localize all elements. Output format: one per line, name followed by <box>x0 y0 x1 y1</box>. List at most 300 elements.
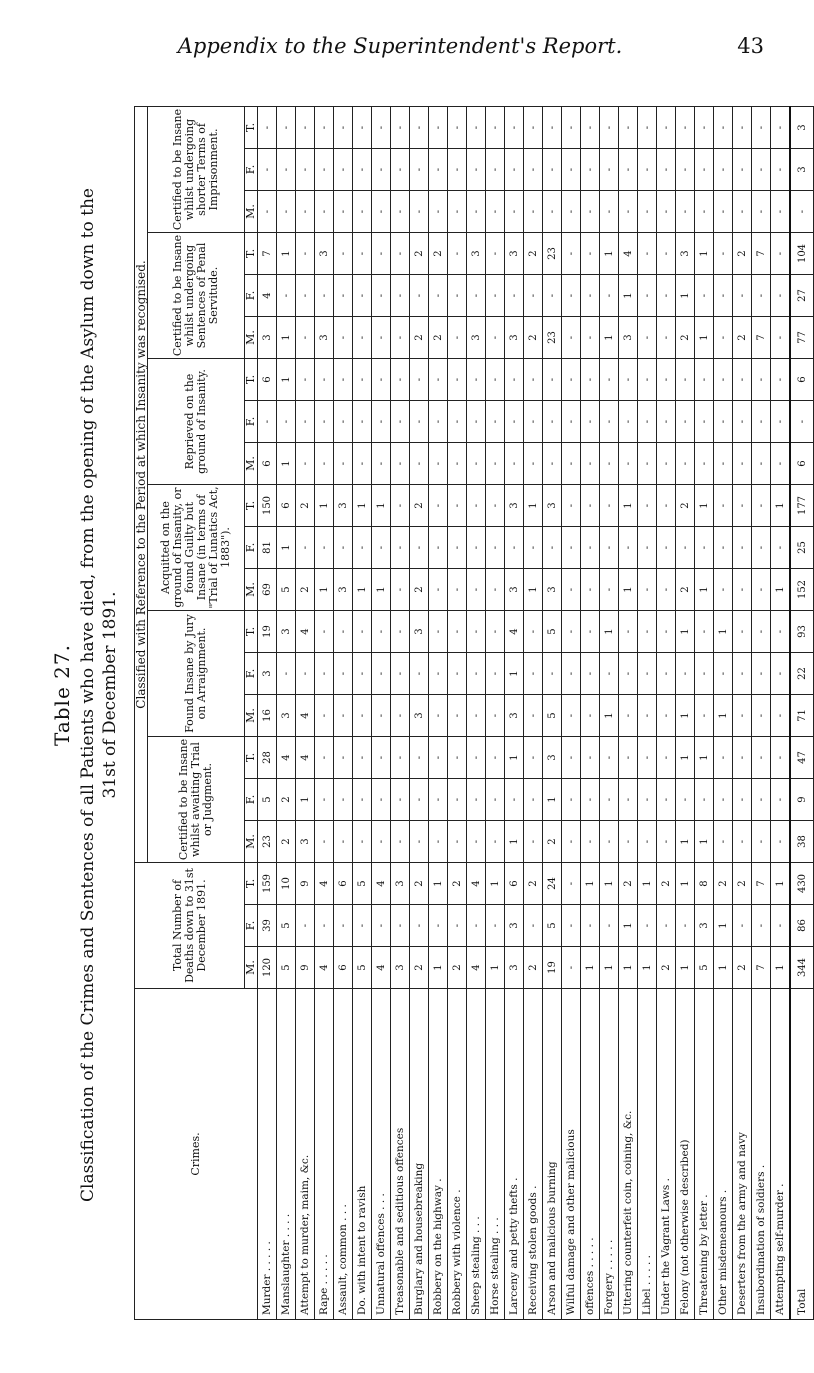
count-cell: - <box>429 107 448 149</box>
count-cell: - <box>258 401 277 443</box>
count-cell: 2 <box>296 569 315 611</box>
count-cell: - <box>562 443 581 485</box>
count-cell: - <box>695 527 714 569</box>
count-cell: - <box>562 737 581 779</box>
count-cell: - <box>315 401 334 443</box>
total-deaths-header: Total Number of Deaths down to 31st December 1891. <box>135 863 245 989</box>
count-cell: - <box>581 821 600 863</box>
count-cell: - <box>562 191 581 233</box>
count-cell: 3 <box>505 569 524 611</box>
count-cell: - <box>771 905 791 947</box>
count-cell: - <box>657 569 676 611</box>
count-cell: - <box>752 779 771 821</box>
count-cell: 5 <box>353 863 372 905</box>
count-cell: - <box>391 695 410 737</box>
count-cell: - <box>391 107 410 149</box>
count-cell: - <box>486 233 505 275</box>
count-cell: - <box>410 779 429 821</box>
total-label: Total <box>790 989 814 1320</box>
count-cell: - <box>695 401 714 443</box>
count-cell: - <box>524 611 543 653</box>
count-cell: - <box>296 443 315 485</box>
count-cell: - <box>467 149 486 191</box>
count-cell: 3 <box>315 317 334 359</box>
count-cell: 3 <box>258 317 277 359</box>
count-cell: - <box>505 359 524 401</box>
count-cell: - <box>752 653 771 695</box>
count-cell: - <box>372 905 391 947</box>
count-cell: - <box>486 905 505 947</box>
count-cell: - <box>448 191 467 233</box>
count-cell: 2 <box>543 821 562 863</box>
count-cell: - <box>429 191 448 233</box>
count-cell: 1 <box>619 485 638 527</box>
count-cell: - <box>277 149 296 191</box>
count-cell: - <box>353 401 372 443</box>
count-cell: 1 <box>505 653 524 695</box>
count-cell: - <box>676 107 695 149</box>
count-cell: - <box>619 401 638 443</box>
count-cell: - <box>448 485 467 527</box>
count-cell: - <box>410 821 429 863</box>
count-cell: - <box>486 359 505 401</box>
count-cell: 5 <box>543 905 562 947</box>
count-cell: - <box>771 107 791 149</box>
count-cell: 150 <box>258 485 277 527</box>
count-cell: - <box>258 107 277 149</box>
count-cell: - <box>486 443 505 485</box>
count-cell: 5 <box>695 947 714 989</box>
count-cell: - <box>562 107 581 149</box>
count-cell: - <box>581 905 600 947</box>
count-cell: - <box>657 695 676 737</box>
count-cell: 3 <box>505 485 524 527</box>
count-cell: 2 <box>657 947 676 989</box>
count-cell: - <box>505 191 524 233</box>
count-cell: - <box>600 905 619 947</box>
count-cell: - <box>429 443 448 485</box>
count-cell: - <box>334 317 353 359</box>
count-cell: - <box>448 821 467 863</box>
count-cell: - <box>714 653 733 695</box>
count-cell: 1 <box>600 317 619 359</box>
count-cell: - <box>258 191 277 233</box>
count-cell: 4 <box>505 611 524 653</box>
table-row <box>771 107 791 1320</box>
count-cell: 1 <box>429 863 448 905</box>
count-cell: - <box>752 569 771 611</box>
count-cell: 1 <box>353 485 372 527</box>
count-cell: 1 <box>600 233 619 275</box>
crime-name: Uttering counterfeit coin, coining, &c. <box>619 989 638 1320</box>
count-cell: 2 <box>676 485 695 527</box>
count-cell: 1 <box>714 695 733 737</box>
count-cell: 1 <box>771 569 791 611</box>
count-cell: - <box>448 905 467 947</box>
count-cell: - <box>467 905 486 947</box>
count-cell: - <box>429 485 448 527</box>
count-cell: 2 <box>410 863 429 905</box>
count-cell: - <box>315 779 334 821</box>
count-cell: - <box>410 275 429 317</box>
count-cell: - <box>581 149 600 191</box>
count-cell: - <box>562 149 581 191</box>
count-cell: - <box>315 359 334 401</box>
count-cell: 19 <box>543 947 562 989</box>
count-cell: - <box>600 149 619 191</box>
count-cell: 430 <box>790 863 814 905</box>
count-cell: - <box>638 905 657 947</box>
count-cell: 1 <box>676 947 695 989</box>
count-cell: 1 <box>353 569 372 611</box>
count-cell: - <box>562 485 581 527</box>
count-cell: - <box>733 905 752 947</box>
count-cell: - <box>524 107 543 149</box>
count-cell: 3 <box>467 233 486 275</box>
count-cell: 1 <box>277 443 296 485</box>
count-cell: 2 <box>429 233 448 275</box>
count-cell: - <box>619 359 638 401</box>
count-cell: - <box>315 611 334 653</box>
count-cell: - <box>638 779 657 821</box>
count-cell: 2 <box>733 317 752 359</box>
count-cell: 27 <box>790 275 814 317</box>
count-cell: 3 <box>296 821 315 863</box>
count-cell: - <box>505 527 524 569</box>
count-cell: - <box>619 611 638 653</box>
count-cell: - <box>429 779 448 821</box>
count-cell: - <box>771 527 791 569</box>
count-cell: - <box>505 275 524 317</box>
count-cell: - <box>600 779 619 821</box>
running-title: Appendix to the Superintendent's Report. <box>177 34 623 58</box>
count-cell: - <box>467 443 486 485</box>
count-cell: - <box>334 737 353 779</box>
count-cell: - <box>410 401 429 443</box>
count-cell: - <box>486 401 505 443</box>
count-cell: - <box>676 905 695 947</box>
count-cell: 1 <box>695 821 714 863</box>
count-cell: 1 <box>600 695 619 737</box>
count-cell: 8 <box>695 863 714 905</box>
count-cell: - <box>619 821 638 863</box>
count-cell: - <box>790 191 814 233</box>
count-cell: - <box>733 401 752 443</box>
count-cell: - <box>638 569 657 611</box>
count-cell: - <box>752 191 771 233</box>
count-cell: - <box>771 695 791 737</box>
count-cell: 3 <box>467 317 486 359</box>
count-cell: - <box>562 905 581 947</box>
count-cell: - <box>296 275 315 317</box>
count-cell: - <box>733 695 752 737</box>
count-cell: - <box>714 569 733 611</box>
count-cell: - <box>714 275 733 317</box>
count-cell: - <box>448 107 467 149</box>
count-cell: - <box>391 191 410 233</box>
count-cell: - <box>315 275 334 317</box>
count-cell: - <box>695 653 714 695</box>
sex-header-m: M. <box>245 821 258 863</box>
count-cell: - <box>714 107 733 149</box>
count-cell: 1 <box>695 737 714 779</box>
count-cell: - <box>676 359 695 401</box>
classified-header: Classified with Reference to the Period at which Insanity was recognised. <box>135 107 148 863</box>
count-cell: - <box>619 737 638 779</box>
count-cell: 1 <box>277 527 296 569</box>
count-cell: - <box>733 191 752 233</box>
count-cell: - <box>695 779 714 821</box>
count-cell: - <box>562 317 581 359</box>
count-cell: - <box>391 317 410 359</box>
count-cell: 7 <box>752 233 771 275</box>
count-cell: - <box>524 695 543 737</box>
sex-header-t: T. <box>245 485 258 527</box>
group-header-3: Acquitted on the ground of Insanity, or found Guilty but Insane (in terms of "Trial of Lunatics Act, 1883"). <box>148 485 245 611</box>
count-cell: - <box>448 275 467 317</box>
count-cell: - <box>676 653 695 695</box>
table-row <box>676 107 695 1320</box>
crime-name: Burglary and housebreaking <box>410 989 429 1320</box>
count-cell: - <box>391 821 410 863</box>
group-header-1: Certified to be Insane whilst awaiting Trial or Judgment. <box>148 737 245 863</box>
count-cell: - <box>334 359 353 401</box>
count-cell: - <box>467 275 486 317</box>
count-cell: - <box>296 107 315 149</box>
table-row <box>448 107 467 1320</box>
count-cell: 3 <box>505 947 524 989</box>
count-cell: 2 <box>410 233 429 275</box>
count-cell: - <box>638 107 657 149</box>
sex-header-m: M. <box>245 695 258 737</box>
count-cell: - <box>505 443 524 485</box>
count-cell: - <box>486 779 505 821</box>
sex-header-t: T. <box>245 863 258 905</box>
count-cell: 6 <box>258 443 277 485</box>
count-cell: - <box>638 653 657 695</box>
count-cell: - <box>752 611 771 653</box>
count-cell: 3 <box>505 317 524 359</box>
count-cell: 3 <box>543 737 562 779</box>
sex-header-t: T. <box>245 737 258 779</box>
count-cell: - <box>429 695 448 737</box>
group-header-5: Certified to be Insane whilst undergoing Sentences of Penal Servitude. <box>148 233 245 359</box>
count-cell: - <box>391 779 410 821</box>
count-cell: 5 <box>543 611 562 653</box>
table-row <box>638 107 657 1320</box>
count-cell: - <box>353 275 372 317</box>
crime-name: Unnatural offences . . . <box>372 989 391 1320</box>
count-cell: - <box>353 905 372 947</box>
count-cell: - <box>467 107 486 149</box>
crime-name: Horse stealing . . . <box>486 989 505 1320</box>
count-cell: - <box>600 737 619 779</box>
count-cell: 1 <box>619 947 638 989</box>
count-cell: - <box>372 401 391 443</box>
count-cell: 2 <box>524 317 543 359</box>
count-cell: 39 <box>258 905 277 947</box>
count-cell: - <box>733 611 752 653</box>
count-cell: - <box>581 737 600 779</box>
count-cell: - <box>657 779 676 821</box>
count-cell: - <box>600 401 619 443</box>
count-cell: - <box>581 233 600 275</box>
count-cell: 4 <box>315 863 334 905</box>
count-cell: 1 <box>638 947 657 989</box>
count-cell: 4 <box>277 737 296 779</box>
count-cell: - <box>391 401 410 443</box>
count-cell: - <box>562 779 581 821</box>
count-cell: - <box>410 527 429 569</box>
count-cell: - <box>315 107 334 149</box>
count-cell: 3 <box>695 905 714 947</box>
count-cell: - <box>448 233 467 275</box>
sex-header-f: F. <box>245 401 258 443</box>
count-cell: 1 <box>714 905 733 947</box>
crime-name: Assault, common . . . <box>334 989 353 1320</box>
count-cell: - <box>752 905 771 947</box>
count-cell: - <box>277 653 296 695</box>
count-cell: 1 <box>600 863 619 905</box>
count-cell: - <box>600 821 619 863</box>
table-row <box>334 107 353 1320</box>
count-cell: 6 <box>277 485 296 527</box>
count-cell: 81 <box>258 527 277 569</box>
count-cell: - <box>695 359 714 401</box>
count-cell: 5 <box>258 779 277 821</box>
count-cell: 1 <box>771 485 791 527</box>
count-cell: 5 <box>277 947 296 989</box>
count-cell: - <box>429 737 448 779</box>
count-cell: - <box>771 653 791 695</box>
count-cell: - <box>714 443 733 485</box>
count-cell: 2 <box>429 317 448 359</box>
count-cell: 2 <box>410 485 429 527</box>
count-cell: 1 <box>505 821 524 863</box>
count-cell: - <box>733 527 752 569</box>
count-cell: - <box>372 107 391 149</box>
count-cell: - <box>296 527 315 569</box>
count-cell: 6 <box>334 947 353 989</box>
count-cell: - <box>638 359 657 401</box>
count-cell: - <box>752 695 771 737</box>
count-cell: - <box>448 569 467 611</box>
count-cell: 5 <box>543 695 562 737</box>
count-cell: - <box>771 359 791 401</box>
table-row <box>524 107 543 1320</box>
table-row <box>486 107 505 1320</box>
count-cell: 2 <box>714 863 733 905</box>
count-cell: - <box>486 569 505 611</box>
count-cell: 23 <box>543 233 562 275</box>
count-cell: 1 <box>771 947 791 989</box>
count-cell: - <box>543 275 562 317</box>
sex-header-m: M. <box>245 191 258 233</box>
table-row <box>752 107 771 1320</box>
count-cell: 120 <box>258 947 277 989</box>
crime-name: Murder . . . . . <box>258 989 277 1320</box>
count-cell: - <box>790 401 814 443</box>
count-cell: - <box>752 485 771 527</box>
table-row <box>372 107 391 1320</box>
count-cell: - <box>315 737 334 779</box>
sex-header-f: F. <box>245 149 258 191</box>
count-cell: - <box>562 401 581 443</box>
crime-name: Under the Vagrant Laws . <box>657 989 676 1320</box>
count-cell: 7 <box>752 863 771 905</box>
table-subtitle: Classification of the Crimes and Sentences of all Patients who have died, from the opening of the Asylum down to the <box>78 188 98 1202</box>
total-row <box>790 107 814 1320</box>
count-cell: 16 <box>258 695 277 737</box>
table-row <box>562 107 581 1320</box>
count-cell: - <box>277 107 296 149</box>
count-cell: - <box>467 695 486 737</box>
count-cell: - <box>467 191 486 233</box>
table-title: Table 27. <box>50 644 74 746</box>
count-cell: 2 <box>676 317 695 359</box>
count-cell: - <box>372 317 391 359</box>
count-cell: - <box>391 737 410 779</box>
count-cell: - <box>543 443 562 485</box>
count-cell: - <box>714 779 733 821</box>
count-cell: 1 <box>581 863 600 905</box>
count-cell: 1 <box>486 863 505 905</box>
count-cell: 1 <box>429 947 448 989</box>
count-cell: - <box>353 527 372 569</box>
count-cell: - <box>353 149 372 191</box>
count-cell: - <box>752 275 771 317</box>
count-cell: 71 <box>790 695 814 737</box>
count-cell: - <box>334 149 353 191</box>
count-cell: - <box>372 821 391 863</box>
count-cell: - <box>714 233 733 275</box>
count-cell: 7 <box>752 317 771 359</box>
count-cell: - <box>315 527 334 569</box>
count-cell: - <box>752 149 771 191</box>
count-cell: - <box>429 149 448 191</box>
count-cell: 4 <box>296 695 315 737</box>
count-cell: - <box>410 149 429 191</box>
count-cell: - <box>600 275 619 317</box>
count-cell: 9 <box>296 863 315 905</box>
count-cell: - <box>619 695 638 737</box>
count-cell: - <box>581 191 600 233</box>
count-cell: - <box>733 569 752 611</box>
count-cell: 2 <box>524 863 543 905</box>
count-cell: - <box>676 527 695 569</box>
count-cell: - <box>581 275 600 317</box>
table-row <box>353 107 372 1320</box>
count-cell: - <box>448 401 467 443</box>
count-cell: - <box>752 359 771 401</box>
count-cell: - <box>771 233 791 275</box>
sex-header-f: F. <box>245 653 258 695</box>
count-cell: - <box>733 443 752 485</box>
page-number: 43 <box>737 34 764 58</box>
count-cell: - <box>733 485 752 527</box>
count-cell: - <box>714 401 733 443</box>
count-cell: 28 <box>258 737 277 779</box>
count-cell: - <box>448 737 467 779</box>
count-cell: - <box>429 611 448 653</box>
count-cell: - <box>562 359 581 401</box>
count-cell: 1 <box>486 947 505 989</box>
count-cell: 86 <box>790 905 814 947</box>
count-cell: 1 <box>315 485 334 527</box>
count-cell: - <box>505 149 524 191</box>
count-cell: 1 <box>619 275 638 317</box>
count-cell: 1 <box>771 863 791 905</box>
